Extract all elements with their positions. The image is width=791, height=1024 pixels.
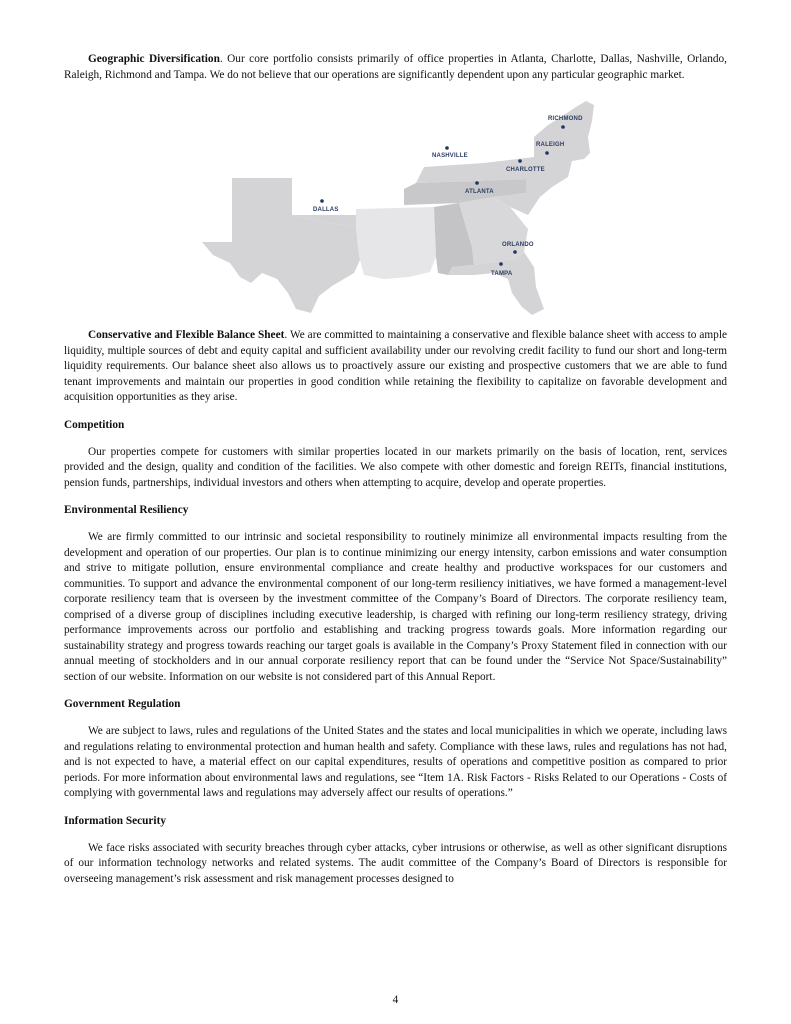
competition-heading: Competition bbox=[64, 418, 125, 431]
atlanta-label: ATLANTA bbox=[465, 189, 494, 195]
geographic-paragraph bbox=[64, 52, 727, 83]
dallas-label: DALLAS bbox=[313, 207, 339, 213]
nashville-marker bbox=[445, 146, 449, 150]
mid-south-shape bbox=[356, 207, 436, 279]
raleigh-label: RALEIGH bbox=[536, 142, 565, 148]
balance-sheet-text: . We are committed to maintaining a conservative and flexible balance sheet with access to ample liquidity, multiple sources of debt and equity capital and sufficient availability under our revolving credit facility to fund our short and long-term liquidity requirements. Our balance sheet also allows us to proactively assure our existing and prospective customers that we are able to fund tenant improvements and maintain our properties in good condition while retaining the flexibility to capitalize on favorable development and acquisition opportunities as they arise. bbox=[64, 329, 727, 403]
nashville-label: NASHVILLE bbox=[432, 153, 468, 159]
competition-paragraph: Our properties compete for customers with similar properties located in our markets primarily on the basis of location, rent, services provided and the design, quality and condition of the facilities. We also compete with other domestic and foreign REITs, financial institutions, pension funds, partnerships, individual investors and others when attempting to acquire, develop and operate properties. bbox=[64, 445, 727, 489]
security-paragraph: We face risks associated with security breaches through cyber attacks, cyber intrusions or otherwise, as well as other significant disruptions of our information technology networks and related systems. The audit committee of the Company’s Board of Directors is responsible for overseeing management’s risk assessment and risk management processes designed to bbox=[64, 841, 727, 885]
document-page bbox=[64, 52, 727, 887]
raleigh-marker bbox=[545, 151, 549, 155]
orlando-marker bbox=[513, 250, 517, 254]
southeast-market-map bbox=[64, 97, 727, 319]
environmental-paragraph: We are firmly committed to our intrinsic and societal responsibility to routinely minimize all environmental impacts resulting from the development and operation of our properties. Our plan is to continue minimizing our energy intensity, carbon emissions and water consumption and strive to mitigate pollution, ensure environmental compliance and create healthy and productive workspaces for our customers and communities. To support and advance the environmental component of our long-term resiliency initiatives, we have formed a management-level corporate resiliency team that is overseen by the investment committee of the Company’s Board of Directors. The corporate resiliency team, comprised of a diverse group of disciplines including executive leadership, is charged with refining our long-term resiliency strategy, driving performance improvements across our portfolio and establishing and tracking progress towards goals. More information regarding our sustainability strategy and progress towards reaching our target goals is available in the Company’s Proxy Statement filed in connection with our annual meeting of stockholders and in our annual corporate resiliency report that can be found under the “Service Not Space/Sustainability” section of our website. Information on our website is not considered part of this Annual Report. bbox=[64, 531, 727, 683]
government-paragraph: We are subject to laws, rules and regulations of the United States and the states and local municipalities in which we operate, including laws and regulations relating to environmental protection and human health and safety. Compliance with these laws, rules and regulations has not had, and is not expected to have, a material effect on our capital expenditures, results of operations and competitive position as compared to prior periods. For more information about environmental laws and regulations, see “Item 1A. Risk Factors - Risks Related to our Operations - Costs of complying with governmental laws and regulations may adversely affect our results of operations.” bbox=[64, 725, 727, 799]
geographic-text: . Our core portfolio consists primarily of office properties in Atlanta, Charlotte, Dallas, Nashville, Orlando, Raleigh, Richmond and Tampa. We do not believe that our operations are significantly dependent upon any particular geographic market. bbox=[64, 53, 727, 81]
page-number: 4 bbox=[392, 994, 399, 1006]
balance-sheet-lead: Conservative and Flexible Balance Sheet bbox=[88, 329, 285, 341]
richmond-marker bbox=[561, 125, 565, 129]
tampa-label: TAMPA bbox=[491, 271, 513, 277]
charlotte-label: CHARLOTTE bbox=[506, 167, 545, 173]
security-heading: Information Security bbox=[64, 814, 166, 827]
charlotte-marker bbox=[518, 159, 522, 163]
tampa-marker bbox=[499, 262, 503, 266]
geographic-lead: Geographic Diversification bbox=[88, 53, 220, 65]
balance-sheet-paragraph bbox=[64, 328, 727, 406]
dallas-marker bbox=[320, 199, 324, 203]
texas-shape bbox=[202, 178, 360, 313]
map-graphic bbox=[64, 97, 727, 319]
orlando-label: ORLANDO bbox=[502, 242, 534, 248]
government-heading: Government Regulation bbox=[64, 698, 181, 710]
richmond-label: RICHMOND bbox=[548, 116, 583, 122]
environmental-heading: Environmental Resiliency bbox=[64, 504, 189, 516]
atlanta-marker bbox=[475, 181, 479, 185]
